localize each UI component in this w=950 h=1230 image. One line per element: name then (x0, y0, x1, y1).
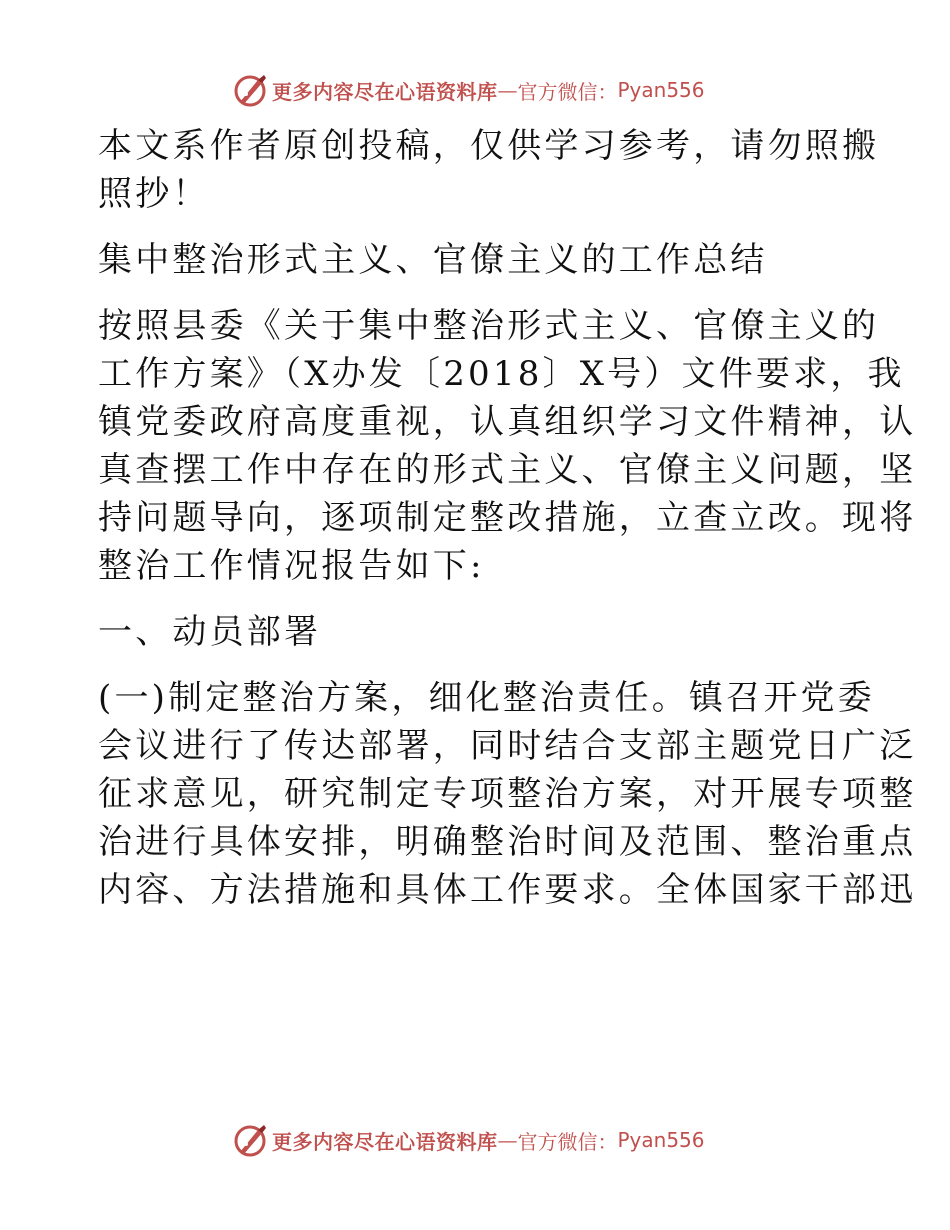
document-body (98, 122, 917, 932)
text-line: 会议进行了传达部署，同时结合支部主题党日广泛 (98, 726, 917, 766)
text-line: 治进行具体安排，明确整治时间及范围、整治重点 (98, 822, 917, 862)
banner-wechat-id: Pyan556 (617, 1128, 705, 1152)
header-watermark (232, 70, 752, 110)
text-line: 镇党委政府高度重视，认真组织学习文件精神，认 (98, 402, 917, 442)
text-line: 照抄！ (98, 174, 210, 214)
text-line: 按照县委《关于集中整治形式主义、官僚主义的 (98, 306, 880, 346)
footer-watermark (232, 1120, 752, 1160)
banner-main-text: 更多内容尽在心语资料库 (272, 79, 498, 104)
banner-main-text: 更多内容尽在心语资料库 (272, 1129, 498, 1154)
text-line: 征求意见，研究制定专项整治方案，对开展专项整 (98, 774, 917, 814)
banner-wechat-label: 官方微信： (517, 79, 618, 104)
pen-logo-icon (232, 1122, 268, 1158)
pen-logo-icon (232, 72, 268, 108)
document-title (98, 236, 858, 284)
text-line: 内容、方法措施和具体工作要求。全体国家干部迅 (98, 870, 917, 910)
copyright-notice (98, 122, 880, 218)
section-paragraph (98, 674, 917, 914)
text-line: 一、动员部署 (98, 612, 322, 652)
banner-dash: — (497, 78, 518, 102)
text-line: 工作方案》（X办发〔2018〕X号）文件要求，我 (98, 354, 905, 394)
banner-dash: — (497, 1128, 518, 1152)
text-line: (一)制定整治方案，细化整治责任。镇召开党委 (98, 678, 875, 718)
text-line: 持问题导向，逐项制定整改措施，立查立改。现将 (98, 498, 917, 538)
intro-paragraph (98, 302, 917, 590)
text-line: 整治工作情况报告如下: (98, 546, 485, 586)
banner-wechat-label: 官方微信： (517, 1129, 618, 1154)
section-heading (98, 608, 858, 656)
text-line: 真查摆工作中存在的形式主义、官僚主义问题，坚 (98, 450, 917, 490)
text-line: 集中整治形式主义、官僚主义的工作总结 (98, 240, 768, 280)
text-line: 本文系作者原创投稿，仅供学习参考，请勿照搬 (98, 126, 880, 166)
banner-wechat-id: Pyan556 (617, 78, 705, 102)
